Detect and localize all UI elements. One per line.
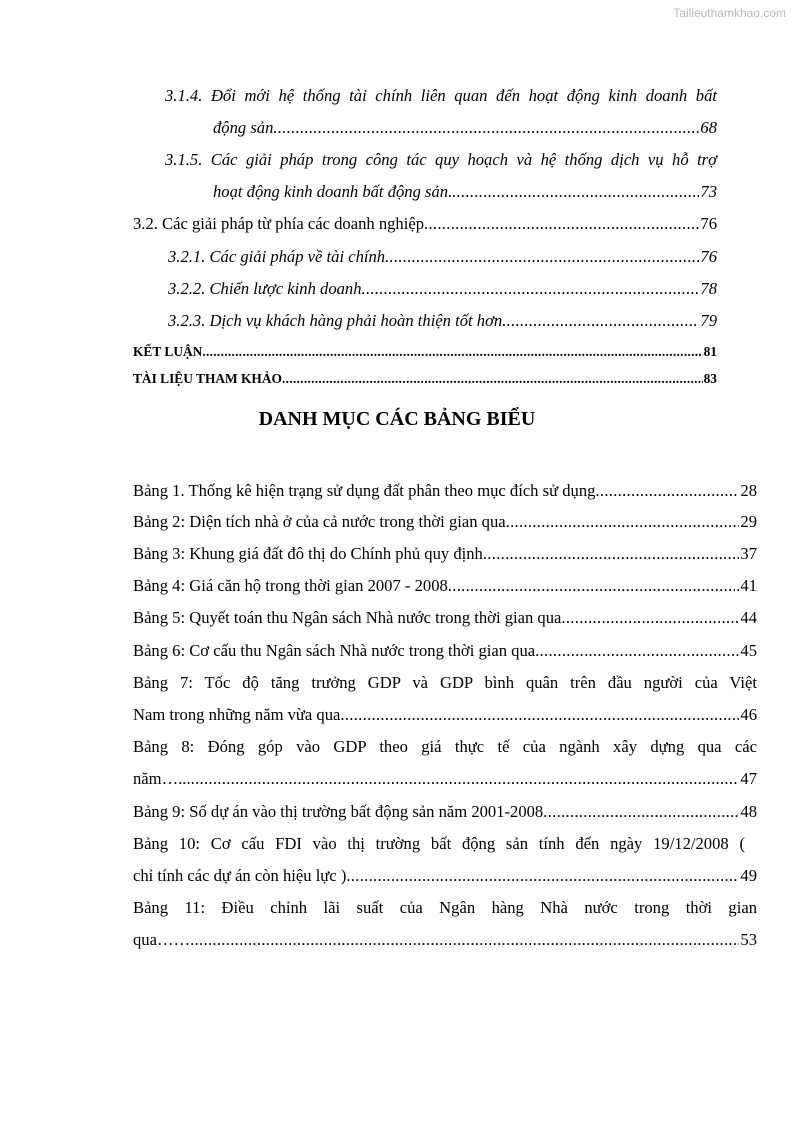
dot-leader [202, 341, 702, 363]
dot-leader [595, 480, 739, 502]
dot-leader [190, 929, 739, 951]
table-page-number: 53 [740, 930, 757, 949]
dot-leader [502, 310, 699, 332]
toc-entry-line [133, 368, 717, 390]
dot-leader [506, 511, 740, 533]
toc-page-number: 68 [700, 118, 717, 137]
dot-leader [543, 801, 739, 823]
toc-page-number: 76 [700, 247, 717, 266]
toc-page-number: 73 [700, 182, 717, 201]
table-entry-text: Bảng 4: Giá căn hộ trong thời gian 2007 - 2008 [133, 576, 448, 595]
table-page-number: 37 [740, 544, 757, 563]
dot-leader [561, 607, 739, 629]
table-entry-line [133, 672, 757, 694]
toc-page-number: 79 [700, 311, 717, 330]
table-entry-line [133, 833, 745, 855]
table-page-number: 44 [740, 608, 757, 627]
table-entry-text: Bảng 7: Tốc độ tăng trưởng GDP và GDP bình quân trên đầu người của Việt [133, 673, 757, 692]
toc-entry-text: KẾT LUẬN [133, 344, 203, 359]
watermark: Tailieuthamkhao.com [673, 6, 786, 20]
table-entry-text: Bảng 5: Quyết toán thu Ngân sách Nhà nước trong thời gian qua [133, 608, 562, 627]
toc-entry-text: TÀI LIỆU THAM KHẢO [133, 371, 282, 386]
table-entry-line [133, 736, 757, 758]
toc-entry-text: hoạt động kinh doanh bất động sản. [213, 182, 453, 201]
table-page-number: 48 [740, 802, 757, 821]
table-page-number: 29 [740, 512, 757, 531]
table-entry-text: Bảng 10: Cơ cấu FDI vào thị trường bất động sản tính đến ngày 19/12/2008 ( [133, 834, 745, 853]
table-entry-text: chỉ tính các dự án còn hiệu lực ) [133, 866, 347, 885]
dot-leader [448, 575, 735, 597]
toc-entry-text: động sản [213, 118, 274, 137]
toc-entry-text: 3.2.2. Chiến lược kinh doanh [168, 279, 362, 298]
table-page-number: 49 [740, 866, 757, 885]
table-entry-line [133, 929, 757, 951]
toc-page-number: 78 [700, 279, 717, 298]
toc-entry-line [165, 85, 717, 107]
toc-entry-line [213, 181, 717, 203]
table-entry-text: Bảng 3: Khung giá đất đô thị do Chính phủ quy định [133, 544, 483, 563]
toc-entry-line [133, 213, 717, 235]
table-entry-line [133, 865, 757, 887]
toc-entry-line [133, 341, 717, 363]
toc-entry-line [213, 117, 717, 139]
toc-entry-line [168, 246, 717, 268]
dot-leader [385, 246, 699, 268]
table-entry-line [133, 640, 757, 662]
toc-entry-text: 3.1.4. Đổi mới hệ thống tài chính liên quan đến hoạt động kinh doanh bất [165, 86, 717, 105]
dot-leader [191, 768, 740, 790]
table-entry-text: Bảng 8: Đóng góp vào GDP theo giá thực tế của ngành xây dựng qua các [133, 737, 757, 756]
table-entry-line [133, 511, 757, 533]
table-entry-text: năm…... [133, 769, 191, 788]
toc-page-number: 81 [703, 344, 717, 359]
table-entry-text: Bảng 6: Cơ cấu thu Ngân sách Nhà nước trong thời gian qua [133, 641, 536, 660]
toc-page-number: 83 [703, 371, 717, 386]
dot-leader [452, 181, 699, 203]
table-entry-text: Bảng 1. Thống kê hiện trạng sử dụng đất phân theo mục đích sử dụng [133, 481, 596, 500]
dot-leader [535, 640, 739, 662]
table-entry-text: qua…… [133, 930, 191, 949]
dot-leader [483, 543, 740, 565]
dot-leader [273, 117, 699, 139]
table-page-number: 46 [740, 705, 757, 724]
toc-page-number: 76 [700, 214, 717, 233]
table-page-number: 28 [740, 481, 757, 500]
table-entry-text: Nam trong những năm vừa qua [133, 705, 341, 724]
table-entry-line [133, 543, 757, 565]
table-entry-text: Bảng 11: Điều chỉnh lãi suất của Ngân hàng Nhà nước trong thời gian [133, 898, 757, 917]
toc-entry-text: 3.1.5. Các giải pháp trong công tác quy hoạch và hệ thống dịch vụ hỗ trợ [165, 150, 717, 169]
table-entry-line [133, 480, 757, 502]
table-page-number: .41 [736, 576, 757, 595]
table-entry-line [133, 897, 757, 919]
tables-list-heading: DANH MỤC CÁC BẢNG BIỂU [258, 408, 536, 430]
table-entry-line [133, 801, 757, 823]
toc-entry-line [168, 278, 717, 300]
table-page-number: 45 [740, 641, 757, 660]
table-entry-line [133, 768, 757, 790]
toc-entry-text: 3.2. Các giải pháp từ phía các doanh nghiệp [133, 214, 424, 233]
table-entry-line [133, 575, 757, 597]
toc-entry-text: 3.2.1. Các giải pháp về tài chính [168, 247, 386, 266]
toc-entry-line [165, 149, 717, 171]
table-entry-text: Bảng 2: Diện tích nhà ở của cả nước trong thời gian qua [133, 512, 506, 531]
table-entry-text: Bảng 9: Số dự án vào thị trường bất động sản năm 2001-2008 [133, 802, 544, 821]
table-entry-line [133, 704, 757, 726]
toc-entry-text: 3.2.3. Dịch vụ khách hàng phải hoàn thiện tốt hơn [168, 311, 503, 330]
dot-leader [424, 213, 699, 235]
dot-leader [282, 368, 703, 390]
table-entry-line [133, 607, 757, 629]
dot-leader [362, 278, 700, 300]
dot-leader [340, 704, 739, 726]
dot-leader [346, 865, 739, 887]
toc-entry-line [168, 310, 717, 332]
table-page-number: 47 [740, 769, 757, 788]
